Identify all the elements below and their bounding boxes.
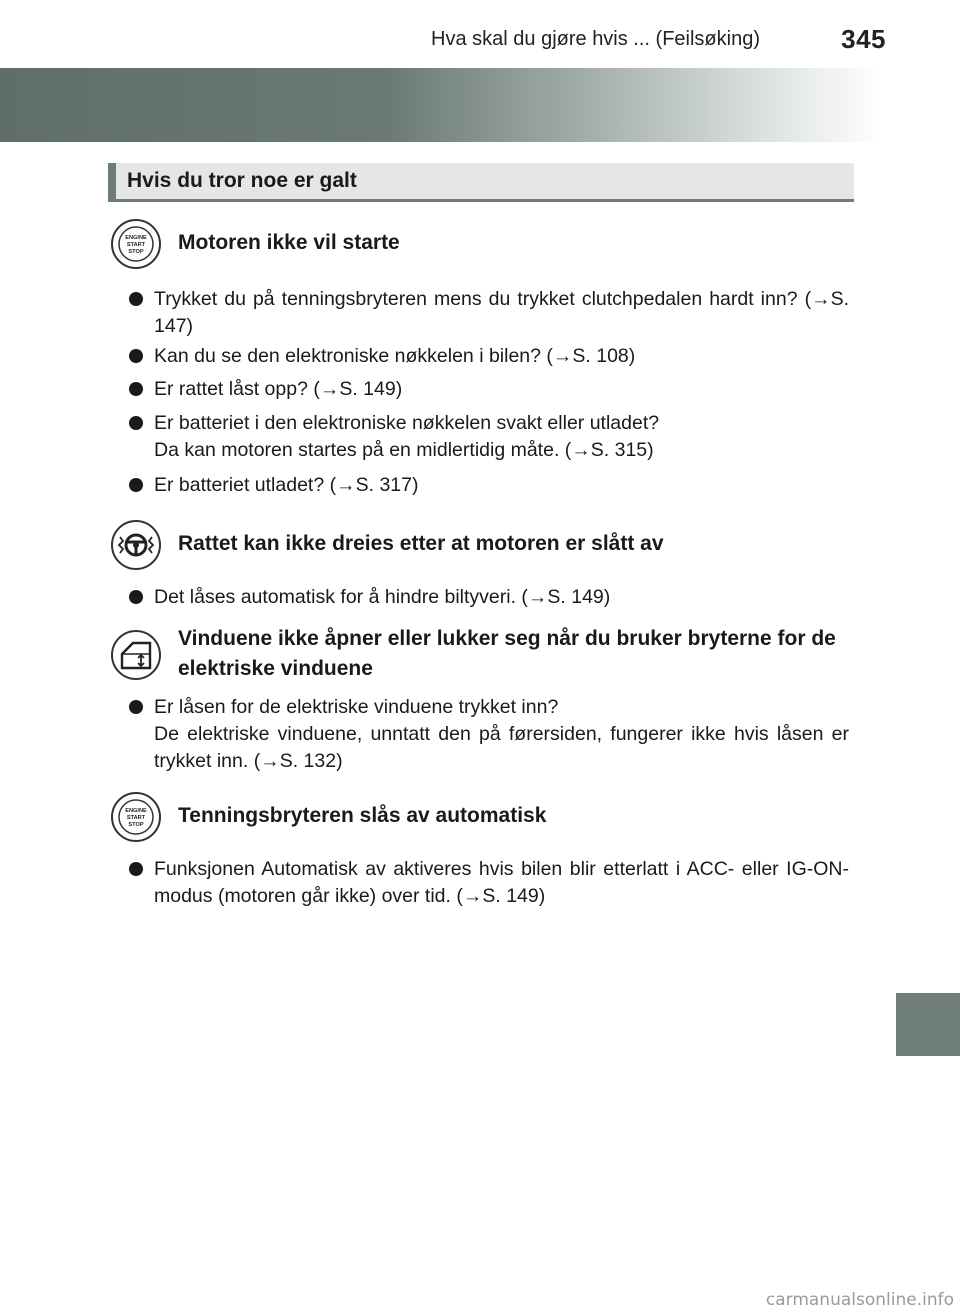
list-item [129,856,849,910]
list-item [129,694,849,775]
section-bar-accent [108,163,116,202]
item-title-ignition-auto-off: Tenningsbryteren slås av automatisk [178,804,547,827]
list-item-text: Funksjonen Automatisk av aktiveres hvis bilen blir etterlatt i ACC- eller IG-ON-modus (motoren går ikke) over tid. (→S. 149) [154,858,849,907]
list-item [129,410,849,464]
list-item-text: Det låses automatisk for å hindre biltyveri. (→S. 149) [154,586,611,608]
bullet-dot [129,700,143,714]
item-title-windows-not-working: Vinduene ikke åpner eller lukker seg når du bruker bryterne for de elektriske vinduene [178,627,836,680]
item-title-steering-locked: Rattet kan ikke dreies etter at motoren er slått av [178,532,664,555]
power-window-icon [111,630,161,680]
engine-start-stop-icon [111,219,161,269]
watermark: carmanualsonline.info [765,1290,954,1310]
list-item-text: Trykket du på tenningsbryteren mens du trykket clutchpedalen hardt inn? (→S. 147) [154,288,849,337]
bullet-dot [129,292,143,306]
chapter-title: Hva skal du gjøre hvis ... (Feilsøking) [431,28,760,50]
item-title-engine-not-starting: Motoren ikke vil starte [178,231,400,254]
bullet-dot [129,349,143,363]
list-item-text: Er batteriet utladet? (→S. 317) [154,474,419,496]
list-item [129,584,849,611]
list-item-text: Er batteriet i den elektroniske nøkkelen svakt eller utladet? Da kan motoren startes på en midlertidig måte. (→S. 315) [154,412,660,461]
section-heading-bar [108,163,854,202]
section-title: Hvis du tror noe er galt [127,169,357,192]
list-item [129,343,849,370]
bullet-dot [129,416,143,430]
bullet-dot [129,478,143,492]
svg-text:ENGINE: ENGINE [125,808,147,814]
page-number: 345 [841,24,886,54]
svg-text:START: START [126,242,146,248]
chapter-side-tab [896,993,960,1056]
bullet-dot [129,382,143,396]
list-item-text: Er låsen for de elektriske vinduene trykket inn? De elektriske vinduene, unntatt den på førersiden, fungerer ikke hvis låsen er trykket inn. (→S. 132) [154,696,849,772]
bullet-dot [129,862,143,876]
svg-text:START: START [126,815,146,821]
list-item-text: Kan du se den elektroniske nøkkelen i bilen? (→S. 108) [154,345,636,367]
list-item [129,472,849,499]
header-banner [0,68,960,142]
bullet-dot [129,590,143,604]
steering-lock-icon [111,520,161,570]
list-item [129,376,849,403]
svg-text:STOP: STOP [128,822,144,828]
page-header [0,24,960,54]
svg-text:ENGINE: ENGINE [125,235,147,241]
svg-text:STOP: STOP [128,249,144,255]
engine-start-stop-icon [111,792,161,842]
list-item-text: Er rattet låst opp? (→S. 149) [154,378,403,400]
list-item [129,286,849,340]
